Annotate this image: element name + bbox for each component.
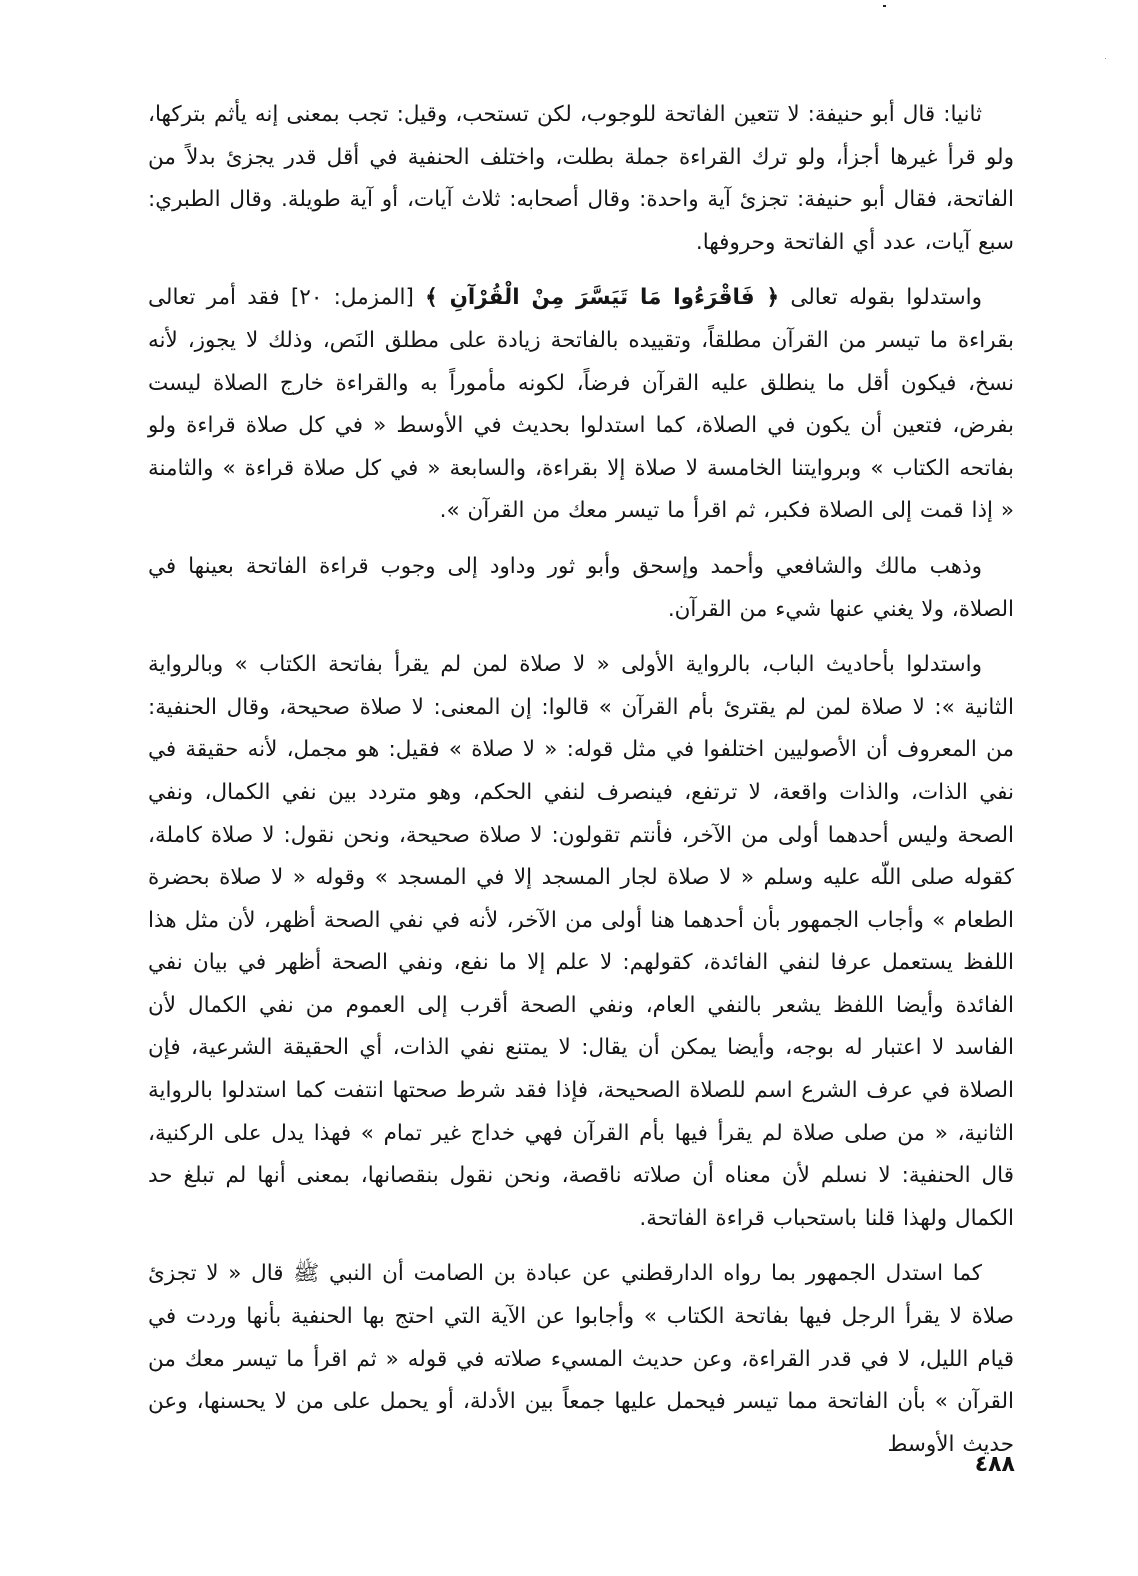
scan-artifact xyxy=(1105,58,1106,59)
paragraph-abu-hanifa-opinion: ثانيا: قال أبو حنيفة: لا تتعين الفاتحة للوجوب، لكن تستحب، وقيل: تجب بمعنى إنه يأثم بتركها، ولو قرأ غيرها أجزأ، ولو ترك القراءة جملة بطلت، واختلف الحنفية في أقل قدر يجزئ بدلاً من الفاتحة، فقال أبو حنيفة: تجزئ آية واحدة: وقال أصحابه: ثلاث آيات، أو آية طويلة. وقال الطبري: سبع آيات، عدد أي الفاتحة وحروفها. xyxy=(148,102,1014,255)
paragraph-daraqutni-evidence: كما استدل الجمهور بما رواه الدارقطني عن عبادة بن الصامت أن النبي ﷺ قال « لا تجزئ صلاة لا يقرأ الرجل فيها بفاتحة الكتاب » وأجابوا عن الآية التي احتج بها الحنفية بأنها وردت في قيام الليل، لا في قدر القراءة، وعن حديث المسيء صلاته في قوله « ثم اقرأ ما تيسر معك من القرآن » بأن الفاتحة مما تيسر فيحمل عليها جمعاً بين الأدلة، أو يحمل على من لا يحسنها، وعن حديث الأوسط xyxy=(148,1261,1014,1457)
paragraph-evidence-verse xyxy=(148,277,1014,533)
paragraph-majority-opinion: وذهب مالك والشافعي وأحمد وإسحق وأبو ثور وداود إلى وجوب قراءة الفاتحة بعينها في الصلاة، ولا يغني عنها شيء من القرآن. xyxy=(148,553,1014,622)
scan-artifact xyxy=(883,5,886,7)
paragraph-continuation-text: [المزمل: ٢٠] فقد أمر تعالى بقراءة ما تيسر من القرآن مطلقاً، وتقييده بالفاتحة زيادة على مطلق النَص، وذلك لا يجوز، لأنه نسخ، فيكون أقل ما ينطلق عليه القرآن فرضاً، لكونه مأموراً به والقراءة خارج الصلاة ليست بفرض، فتعين أن يكون في الصلاة، كما استدلوا بحديث في الأوسط « في كل صلاة قراءة ولو بفاتحه الكتاب » وبروايتنا الخامسة لا صلاة إلا بقراءة، والسابعة « في كل صلاة قراءة » والثامنة « إذا قمت إلى الصلاة فكبر، ثم اقرأ ما تيسر معك من القرآن ». xyxy=(148,285,1014,524)
paragraph-intro-text: واستدلوا بقوله تعالى xyxy=(779,285,982,311)
body-text xyxy=(148,94,1014,1479)
page-number: ٤٨٨ xyxy=(974,1452,1015,1477)
paragraph-hadith-evidence: واستدلوا بأحاديث الباب، بالرواية الأولى « لا صلاة لمن لم يقرأ بفاتحة الكتاب » وبالرواية الثانية »: لا صلاة لمن لم يقترئ بأم القرآن » قالوا: إن المعنى: لا صلاة صحيحة، وقال الحنفية: من المعروف أن الأصوليين اختلفوا في مثل قوله: « لا صلاة » فقيل: هو مجمل، لأنه حقيقة في نفي الذات، والذات واقعة، لا ترتفع، فينصرف لنفي الحكم، وهو متردد بين نفي الكمال، ونفي الصحة وليس أحدهما أولى من الآخر، فأنتم تقولون: لا صلاة صحيحة، ونحن نقول: لا صلاة كاملة، كقوله صلى اللّه عليه وسلم « لا صلاة لجار المسجد إلا في المسجد » وقوله « لا صلاة بحضرة الطعام » وأجاب الجمهور بأن أحدهما هنا أولى من الآخر، لأنه في نفي الصحة أظهر، لأن مثل هذا اللفظ يستعمل عرفا لنفي الفائدة، كقولهم: لا علم إلا ما نفع، ونفي الصحة أظهر في بيان نفي الفائدة وأيضا اللفظ يشعر بالنفي العام، ونفي الصحة أقرب إلى العموم من نفي الكمال لأن الفاسد لا اعتبار له بوجه، وأيضا يمكن أن يقال: لا يمتنع نفي الذات، أي الحقيقة الشرعية، فإن الصلاة في عرف الشرع اسم للصلاة الصحيحة، فإذا فقد شرط صحتها انتفت كما استدلوا بالرواية الثانية، « من صلى صلاة لم يقرأ فيها بأم القرآن فهي خداج غير تمام » فهذا يدل على الركنية، قال الحنفية: لا نسلم لأن معناه أن صلاته ناقصة، ونحن نقول بنقصانها، بمعنى أنها لم تبلغ حد الكمال ولهذا قلنا باستحباب قراءة الفاتحة. xyxy=(148,652,1014,1231)
quran-verse: ﴿ فَاقْرَءُوا مَا تَيَسَّرَ مِنْ الْقُرْآنِ ﴾ xyxy=(425,285,780,311)
